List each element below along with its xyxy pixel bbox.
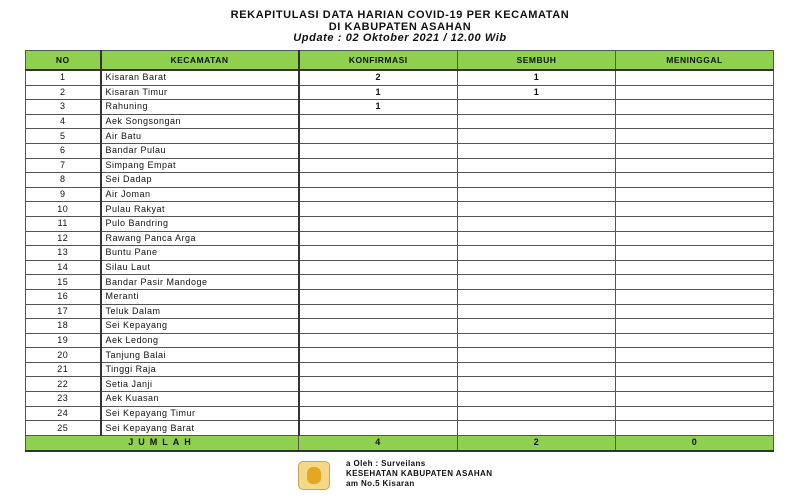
cell-no: 15 (26, 275, 101, 290)
table-row (26, 202, 774, 217)
cell-kecamatan: Air Joman (101, 187, 299, 202)
cell-meninggal (616, 187, 774, 202)
cell-konfirmasi (299, 202, 458, 217)
cell-no: 25 (26, 421, 101, 436)
cell-no: 17 (26, 304, 101, 319)
cell-no: 14 (26, 260, 101, 275)
cell-kecamatan: Teluk Dalam (101, 304, 299, 319)
cell-no: 8 (26, 173, 101, 188)
table-row (26, 173, 774, 188)
cell-sembuh (458, 319, 616, 334)
cell-konfirmasi (299, 333, 458, 348)
cell-konfirmasi (299, 187, 458, 202)
cell-meninggal (616, 362, 774, 377)
total-sembuh: 2 (458, 435, 616, 451)
col-header-kecamatan: KECAMATAN (101, 51, 299, 71)
cell-no: 12 (26, 231, 101, 246)
cell-konfirmasi (299, 289, 458, 304)
footer-line-2: KESEHATAN KABUPATEN ASAHAN (346, 469, 493, 478)
cell-no: 2 (26, 85, 101, 100)
cell-kecamatan: Aek Ledong (101, 333, 299, 348)
covid-recap-table (25, 50, 774, 452)
footer-line-1: a Oleh : Surveilans (346, 459, 426, 468)
cell-kecamatan: Sei Kepayang Barat (101, 421, 299, 436)
total-row (26, 435, 774, 451)
cell-konfirmasi (299, 406, 458, 421)
cell-konfirmasi (299, 260, 458, 275)
cell-sembuh (458, 421, 616, 436)
cell-kecamatan: Rawang Panca Arga (101, 231, 299, 246)
cell-meninggal (616, 231, 774, 246)
col-header-meninggal: MENINGGAL (616, 51, 774, 71)
cell-sembuh (458, 187, 616, 202)
cell-konfirmasi (299, 319, 458, 334)
cell-meninggal (616, 114, 774, 129)
cell-meninggal (616, 70, 774, 85)
cell-sembuh (458, 216, 616, 231)
cell-konfirmasi (299, 362, 458, 377)
cell-sembuh (458, 348, 616, 363)
cell-no: 5 (26, 129, 101, 144)
cell-kecamatan: Sei Kepayang (101, 319, 299, 334)
table-row (26, 377, 774, 392)
cell-kecamatan: Bandar Pasir Mandoge (101, 275, 299, 290)
cell-konfirmasi (299, 231, 458, 246)
cell-no: 20 (26, 348, 101, 363)
cell-kecamatan: Buntu Pane (101, 246, 299, 261)
cell-meninggal (616, 348, 774, 363)
table-row (26, 85, 774, 100)
cell-meninggal (616, 304, 774, 319)
table-row (26, 246, 774, 261)
cell-konfirmasi (299, 158, 458, 173)
cell-meninggal (616, 202, 774, 217)
cell-sembuh (458, 143, 616, 158)
cell-sembuh (458, 173, 616, 188)
table-row (26, 333, 774, 348)
cell-konfirmasi: 1 (299, 85, 458, 100)
col-header-no: NO (26, 51, 101, 71)
cell-konfirmasi (299, 216, 458, 231)
table-row (26, 348, 774, 363)
cell-sembuh (458, 333, 616, 348)
total-meninggal: 0 (616, 435, 774, 451)
cell-kecamatan: Bandar Pulau (101, 143, 299, 158)
cell-kecamatan: Rahuning (101, 100, 299, 115)
table-row (26, 100, 774, 115)
cell-meninggal (616, 143, 774, 158)
cell-konfirmasi (299, 377, 458, 392)
cell-kecamatan: Pulo Bandring (101, 216, 299, 231)
table-row (26, 304, 774, 319)
cell-no: 6 (26, 143, 101, 158)
cell-sembuh (458, 202, 616, 217)
cell-kecamatan: Sei Kepayang Timur (101, 406, 299, 421)
cell-kecamatan: Tinggi Raja (101, 362, 299, 377)
table-row (26, 187, 774, 202)
table-row (26, 406, 774, 421)
cell-kecamatan: Air Batu (101, 129, 299, 144)
cell-meninggal (616, 100, 774, 115)
cell-meninggal (616, 333, 774, 348)
cell-kecamatan: Silau Laut (101, 260, 299, 275)
cell-meninggal (616, 377, 774, 392)
cell-meninggal (616, 392, 774, 407)
table-row (26, 70, 774, 85)
asahan-emblem-icon (298, 461, 330, 490)
cell-konfirmasi (299, 246, 458, 261)
cell-kecamatan: Aek Songsongan (101, 114, 299, 129)
cell-kecamatan: Tanjung Balai (101, 348, 299, 363)
cell-konfirmasi (299, 129, 458, 144)
table-row (26, 362, 774, 377)
table-row (26, 114, 774, 129)
cell-konfirmasi (299, 275, 458, 290)
cell-sembuh (458, 100, 616, 115)
cell-sembuh (458, 275, 616, 290)
cell-no: 9 (26, 187, 101, 202)
cell-meninggal (616, 260, 774, 275)
total-label: JUMLAH (26, 435, 299, 451)
cell-no: 3 (26, 100, 101, 115)
update-timestamp: Update : 02 Oktober 2021 / 12.00 Wib (293, 32, 507, 44)
cell-meninggal (616, 85, 774, 100)
cell-sembuh (458, 304, 616, 319)
cell-kecamatan: Setia Janji (101, 377, 299, 392)
cell-sembuh (458, 377, 616, 392)
cell-kecamatan: Pulau Rakyat (101, 202, 299, 217)
cell-sembuh (458, 114, 616, 129)
cell-sembuh: 1 (458, 85, 616, 100)
cell-konfirmasi (299, 421, 458, 436)
cell-sembuh (458, 246, 616, 261)
cell-no: 1 (26, 70, 101, 85)
cell-no: 10 (26, 202, 101, 217)
cell-konfirmasi (299, 114, 458, 129)
cell-kecamatan: Aek Kuasan (101, 392, 299, 407)
table-row (26, 231, 774, 246)
cell-sembuh (458, 231, 616, 246)
total-konfirmasi: 4 (299, 435, 458, 451)
cell-no: 23 (26, 392, 101, 407)
cell-sembuh (458, 260, 616, 275)
cell-meninggal (616, 129, 774, 144)
cell-meninggal (616, 216, 774, 231)
col-header-sembuh: SEMBUH (458, 51, 616, 71)
cell-meninggal (616, 158, 774, 173)
table-row (26, 275, 774, 290)
cell-no: 24 (26, 406, 101, 421)
cell-meninggal (616, 289, 774, 304)
cell-meninggal (616, 319, 774, 334)
cell-kecamatan: Simpang Empat (101, 158, 299, 173)
table-header-row (26, 51, 774, 71)
cell-sembuh (458, 406, 616, 421)
cell-konfirmasi (299, 143, 458, 158)
cell-meninggal (616, 406, 774, 421)
cell-sembuh (458, 158, 616, 173)
table-row (26, 143, 774, 158)
cell-meninggal (616, 421, 774, 436)
cell-kecamatan: Kisaran Timur (101, 85, 299, 100)
cell-no: 16 (26, 289, 101, 304)
cell-no: 19 (26, 333, 101, 348)
cell-konfirmasi: 1 (299, 100, 458, 115)
cell-no: 21 (26, 362, 101, 377)
cell-sembuh (458, 392, 616, 407)
cell-no: 4 (26, 114, 101, 129)
cell-no: 22 (26, 377, 101, 392)
table-row (26, 421, 774, 436)
cell-sembuh (458, 289, 616, 304)
cell-konfirmasi (299, 304, 458, 319)
cell-no: 11 (26, 216, 101, 231)
cell-no: 7 (26, 158, 101, 173)
report-subtitle: DI KABUPATEN ASAHAN (328, 21, 472, 33)
table-row (26, 392, 774, 407)
cell-meninggal (616, 246, 774, 261)
report-title: REKAPITULASI DATA HARIAN COVID-19 PER KECAMATAN (230, 9, 570, 21)
table-row (26, 319, 774, 334)
cell-konfirmasi (299, 392, 458, 407)
table-row (26, 129, 774, 144)
cell-sembuh (458, 362, 616, 377)
cell-meninggal (616, 275, 774, 290)
footer-source (298, 459, 618, 489)
cell-sembuh (458, 129, 616, 144)
cell-sembuh: 1 (458, 70, 616, 85)
cell-kecamatan: Sei Dadap (101, 173, 299, 188)
cell-kecamatan: Meranti (101, 289, 299, 304)
cell-no: 13 (26, 246, 101, 261)
col-header-konfirmasi: KONFIRMASI (299, 51, 458, 71)
table-row (26, 158, 774, 173)
table-row (26, 289, 774, 304)
cell-konfirmasi: 2 (299, 70, 458, 85)
cell-meninggal (616, 173, 774, 188)
cell-kecamatan: Kisaran Barat (101, 70, 299, 85)
table-row (26, 216, 774, 231)
cell-konfirmasi (299, 173, 458, 188)
footer-line-3: am No.5 Kisaran (346, 479, 415, 488)
cell-konfirmasi (299, 348, 458, 363)
cell-no: 18 (26, 319, 101, 334)
table-row (26, 260, 774, 275)
